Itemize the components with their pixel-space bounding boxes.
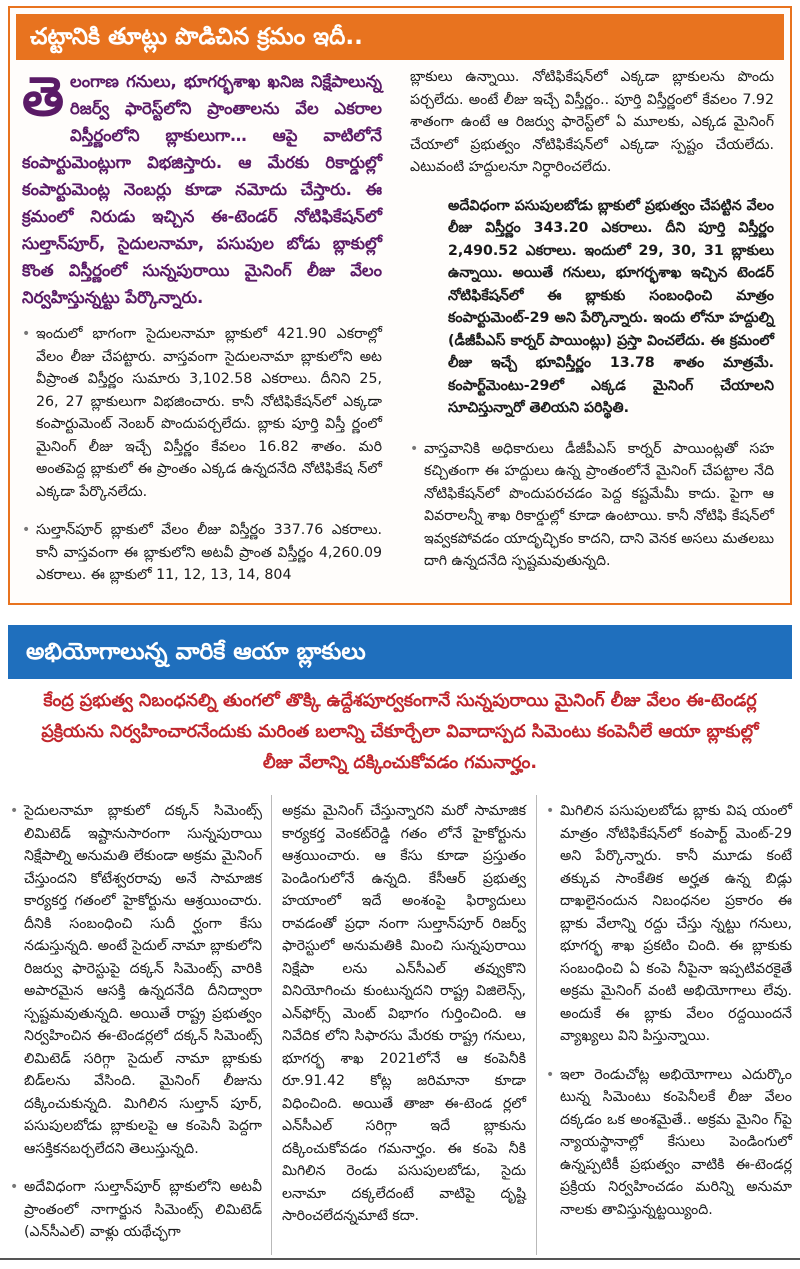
bullet-allegations-summary: • ఇలా రెండుచోట్ల అభియోగాలు ఎదుర్కొం టున్న సిమెంటు కంపెనీలకే లీజు వేలం దక్కడం ఒక అంశమైతే.. అక్రమ మైనిం గ్‌పై న్యాయస్థానాల్లో కేసులు పెండింగులో ఉన్నప్పటికీ ప్రభుత్వం వాటికి ఈ-టెండర్ల ప్రక్రియ నిర్వహించడం మరిన్ని అనుమా నాలకు తావిస్తున్నట్టయ్యింది. bbox=[546, 1064, 792, 1222]
bottom-column-2 bbox=[282, 800, 526, 1244]
right-top-paragraph: బ్లాకులు ఉన్నాయి. నోటిఫికేషన్‌లో ఎక్కడా బ్లాకులను పొందు పర్చలేదు. అంటే లీజు ఇచ్చే విస్తీర్ణం.. పూర్తి విస్తీర్ణంలో కేవలం 7.92 శాతంగా ఉంటే ఆ రిజర్వు ఫారెస్ట్‌లో ఏ మూలకు, ఎక్కడ మైనింగ్ చేయాలో ప్రభుత్వం నోటిఫికేషన్‌లో ఎక్కడా స్పష్టం చేయలేదు. ఎటువంటి హద్దులనూ నిర్ధారించలేదు. bbox=[410, 69, 774, 175]
bullet-deccan-cements: • సైదులనామా బ్లాకులో దక్కన్ సిమెంట్స్ లిమిటెడ్ ఇష్టానుసారంగా సున్నపురాయి నిక్షేపాల్ని అనుమతి లేకుండా అక్రమ మైనింగ్ చేస్తుందని కోటేశ్వరరావు అనే సామాజిక కార్యకర్త గతంలో హైకోర్టును ఆశ్రయించారు. దీనికి సంబంధించి సుదీ ర్ఘంగా కేసు నడుస్తున్నది. అంటే సైదుల్ నామా బ్లాకులోని రిజర్వు ఫారెస్టుపై దక్కన్ సిమెంట్స్ వారికి అపారమైన ఆసక్తి ఉన్నదనేది దీనిద్వారా స్పష్టమవుతున్నది. అయితే రాష్ట్ర ప్రభుత్వం నిర్వహించిన ఈ-టెండర్లలో దక్కన్ సిమెంట్స్ లిమిటెడ్ సరిగ్గా సైదుల్ నామా బ్లాకుకు బిడ్‌లను వేసింది. మైనింగ్ లీజును దక్కించుకున్నది. మిగిలిన సుల్తాన్ పూర్, పసుపులబోడు బ్లాకులపై ఆ కంపెనీ పెద్దగా ఆసక్తికనబర్చలేదని తెలుస్తున్నది. bbox=[10, 800, 262, 1160]
top-right-column bbox=[410, 66, 774, 589]
lead-paragraph bbox=[22, 65, 382, 311]
top-left-column bbox=[22, 65, 382, 603]
ncl-paragraph: అక్రమ మైనింగ్ చేస్తున్నారని మరో సామాజిక కార్యకర్త వెంకట్‌రెడ్డి గతం లోనే హైకోర్టును ఆశ్రయించారు. ఆ కేసు కూడా ప్రస్తుతం పెండింగులోనే ఉన్నది. కేసీఆర్ ప్రభుత్వ హయాంలో ఇదే అంశంపై ఫిర్యాదులు రావడంతో ప్రధా నంగా సుల్తాన్‌పూర్ రిజర్వ్ ఫారెస్టులో అనుమతికి మించి సున్నపురాయి నిక్షేపా లను ఎన్‌సీఎల్ తవ్వుకొని వినియోగించు కుంటున్నదని రాష్ట్ర విజిలెన్స్, ఎన్‌ఫోర్స్ మెంట్ విభాగం గుర్తించింది. ఆ నివేదిక లోని సిఫారసు మేరకు రాష్ట్ర గనులు, భూగర్భ శాఖ 2021లోనే ఆ కంపెనీకి రూ.91.42 కోట్ల జరిమానా కూడా విధించింది. అయితే తాజా ఈ-టెండ ర్లలో ఎన్‌సీఎల్ సరిగ్గా ఇదే బ్లాకును దక్కించుకోవడం గమనార్హం. ఈ కంపె నీకి మిగిలిన రెండు పసుపులబోడు, సైదు లనామా దక్కలేదంటే వాటిపై దృష్టి సారించలేదన్నమాటే కదా. bbox=[282, 803, 526, 1224]
lead-text: లంగాణ గనులు, భూగర్భశాఖ ఖనిజ నిక్షేపాలున్న రిజర్వ్ ఫారెస్ట్‌లోని ప్రాంతాలను వేల ఎకరాల విస్తీర్ణంలోని బ్లాకులుగా… ఆపై వాటిలోనే కంపార్టుమెంట్లుగా విభజిస్తారు. ఆ మేరకు రికార్డుల్లో కంపార్టుమెంట్ల నెంబర్లు కూడా నమోదు చేస్తారు. ఈ క్రమంలో నిరుడు ఇచ్చిన ఈ-టెండర్ నోటిఫికేషన్‌లో సుల్తాన్‌పూర్, సైదులనామా, పసుపుల బోడు బ్లాకుల్లో కొంత విస్తీర్ణంలో సున్నపురాయి మైనింగ్ లీజు వేలం నిర్వహిస్తున్నట్టు పేర్కొన్నారు. bbox=[22, 72, 382, 307]
top-section-heading: చట్టానికి తూట్లు పొడిచిన క్రమం ఇదీ.. bbox=[16, 14, 784, 60]
column-divider-2 bbox=[536, 795, 537, 1255]
top-article-box bbox=[8, 6, 792, 605]
bottom-rule bbox=[0, 1258, 800, 1260]
column-divider-1 bbox=[271, 795, 272, 1255]
bottom-column-3 bbox=[546, 800, 792, 1237]
bottom-column-1 bbox=[10, 800, 262, 1260]
bullet-pasupulabodu-cancel: • మిగిలిన పసుపులబోడు బ్లాకు విష యంలో మాత్రం నోటిఫికేషన్‌లో కంపార్ట్ మెంట్-29 అని పేర్కొన్నారు. కానీ మూడు కంటే తక్కువ సాంకేతిక అర్హత ఉన్న బిడ్లు దాఖలైనందున నిబంధనల ప్రకారం ఈ బ్లాకు వేలాన్ని రద్దు చేస్తు న్నట్టు గనులు, భూగర్భ శాఖ ప్రకటిం చింది. ఈ బ్లాకుకు సంబంధించి ఏ కంపె నీపైనా ఇప్పటివరకైతే అక్రమ మైనింగ్ వంటి అభియోగాలు లేవు. అందుకే ఈ బ్లాకు వేలం రద్దయిందనే వ్యాఖ్యలు విని పిస్తున్నాయి. bbox=[546, 800, 792, 1048]
drop-cap: తె bbox=[22, 65, 65, 128]
bullet-sultanpur: • సుల్తాన్‌పూర్ బ్లాకులో వేలం లీజు విస్తీర్ణం 337.76 ఎకరాలు. కానీ వాస్తవంగా ఈ బ్లాకులోని అటవీ ప్రాంత విస్తీర్ణం 4,260.09 ఎకరాలు. ఈ బ్లాకులో 11, 12, 13, 14, 804 bbox=[22, 519, 382, 587]
bullet-nagarjuna-cements: • అదేవిధంగా సుల్తాన్‌పూర్ బ్లాకులోని అటవీ ప్రాంతంలో నాగార్జున సిమెంట్స్ లిమిటెడ్ (ఎన్‌సీఎల్) వాళ్లు యథేచ్ఛగా bbox=[10, 1176, 262, 1244]
middle-section-subheading: కేంద్ర ప్రభుత్వ నిబంధనల్ని తుంగలో తొక్కి ఉద్దేశపూర్వకంగానే సున్నపురాయి మైనింగ్ లీజు వేలం ఈ-టెండర్ల ప్రక్రియను నిర్వహించారనేందుకు మరింత బలాన్ని చేకూర్చేలా వివాదాస్పద సిమెంటు కంపెనీలే ఆయా బ్లాకుల్లో లీజు వేలాన్ని దక్కించుకోవడం గమనార్హం. bbox=[41, 691, 759, 773]
pasupulabodu-paragraph: అదేవిధంగా పసుపులబోడు బ్లాకులో ప్రభుత్వం చేపట్టిన వేలం లీజు విస్తీర్ణం 343.20 ఎకరాలు. దీని పూర్తి విస్తీర్ణం 2,490.52 ఎకరాలు. ఇందులో 29, 30, 31 బ్లాకులు ఉన్నాయి. అయితే గనులు, భూగర్భశాఖ ఇచ్చిన టెండర్ నోటిఫికేషన్‌లో ఈ బ్లాకుకు సంబంధించి మాత్రం కంపార్టుమెంట్-29 అని పేర్కొన్నారు. ఇందు లోనూ హద్దుల్ని (డీజీపీఎస్ కార్నర్ పాయింట్లు) ప్రస్తా వించలేదు. ఈ క్రమంలో లీజు ఇచ్చే భూవిస్తీర్ణం 13.78 శాతం మాత్రమే. కంపార్ట్‌మెంటు-29లో ఎక్కడ మైనింగ్ చేయాలని సూచిస్తున్నారో తెలియని పరిస్థితి. bbox=[448, 197, 774, 416]
bullet-dgps-points: • వాస్తవానికి అధికారులు డీజీపీఎస్ కార్నర్ పాయింట్లతో సహ కచ్చితంగా ఈ హద్దులు ఉన్న ప్రాంతంలోనే మైనింగ్ చేపట్టాల నేది నోటిఫికేషన్‌లో పొందుపరచడం పెద్ద కష్టమేమీ కాదు. పైగా ఆ వివరాలన్నీ శాఖ రికార్డుల్లో కూడా ఉంటాయి. కానీ నోటిఫి కేషన్‌లో ఇవ్వకపోవడం యాదృచ్ఛికం కాదని, దాని వెనక అసలు మతలబు దాగి ఉన్నదనేది స్పష్టమవుతున్నది. bbox=[410, 438, 774, 573]
middle-section-heading: అభియోగాలున్న వారికే ఆయా బ్లాకులు bbox=[8, 625, 792, 679]
bullet-saidulnama: • ఇందులో భాగంగా సైదులనామా బ్లాకులో 421.90 ఎకరాల్లో వేలం లీజు చేపట్టారు. వాస్తవంగా సైదులనామా బ్లాకులోని అట వీప్రాంత విస్తీర్ణం సుమారు 3,102.58 ఎకరాలు. దీనిని 25, 26, 27 బ్లాకులుగా విభజించారు. కానీ నోటిఫికేషన్‌లో ఎక్కడా కంపార్టుమెంట్ నెంబర్ పొందుపర్చలేదు. బ్లాకు పూర్తి విస్తీ ర్ణంలో మైనింగ్ లీజు ఇచ్చే విస్తీర్ణం కేవలం 16.82 శాతం. మరి అంతపెద్ద బ్లాకులో ఈ ప్రాంతం ఎక్కడ ఉన్నదనేది నోటిఫికేష న్‌లో ఎక్కడా పేర్కొనలేదు. bbox=[22, 323, 382, 503]
